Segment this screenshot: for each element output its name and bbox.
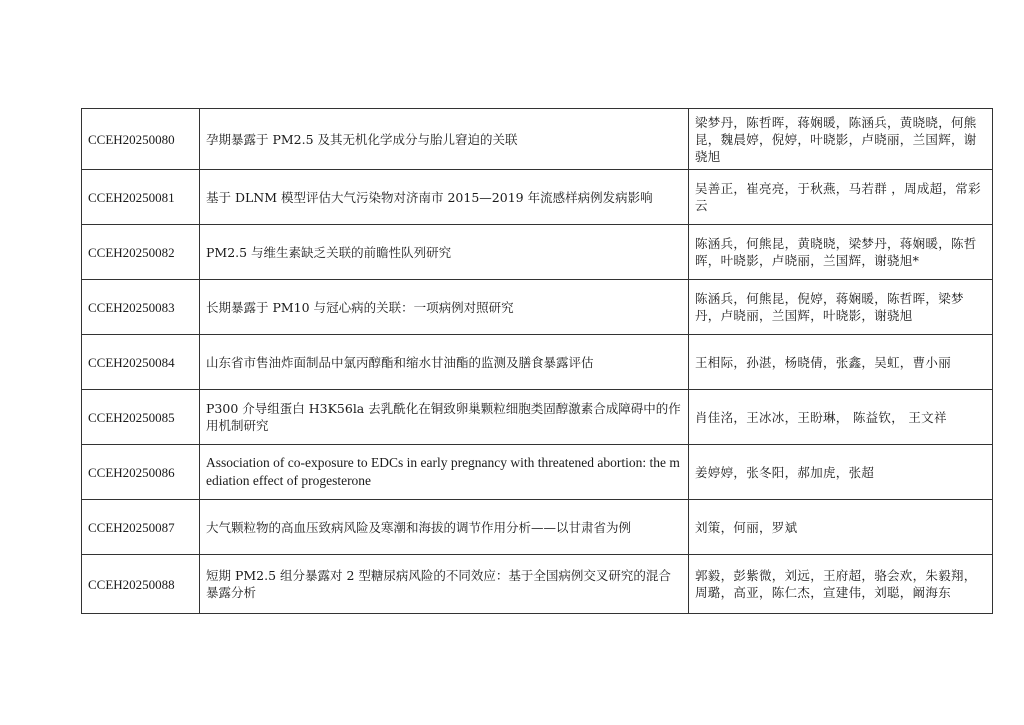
abstract-code: CCEH20250081: [82, 170, 200, 225]
abstract-title: Association of co-exposure to EDCs in early pregnancy with threatened abortion: the mediation effect of progesterone: [200, 445, 689, 500]
abstract-code: CCEH20250088: [82, 555, 200, 614]
abstract-title: 山东省市售油炸面制品中氯丙醇酯和缩水甘油酯的监测及膳食暴露评估: [200, 335, 689, 390]
table-row: [82, 555, 993, 614]
abstract-title: 长期暴露于 PM10 与冠心病的关联：一项病例对照研究: [200, 280, 689, 335]
abstract-title: PM2.5 与维生素缺乏关联的前瞻性队列研究: [200, 225, 689, 280]
abstract-authors: 姜婷婷，张冬阳，郝加虎，张超: [689, 445, 993, 500]
table-row: [82, 109, 993, 170]
table-row: [82, 500, 993, 555]
abstract-table: [81, 108, 993, 614]
table-row: [82, 280, 993, 335]
abstract-authors: 王相际，孙湛，杨晓倩，张鑫，吴虹，曹小丽: [689, 335, 993, 390]
abstract-code: CCEH20250080: [82, 109, 200, 170]
abstract-code: CCEH20250082: [82, 225, 200, 280]
table-row: [82, 225, 993, 280]
abstract-authors: 肖佳洺，王冰冰，王盼琳， 陈益钦， 王文祥: [689, 390, 993, 445]
abstract-title: 基于 DLNM 模型评估大气污染物对济南市 2015—2019 年流感样病例发病影响: [200, 170, 689, 225]
abstract-authors: 梁梦丹，陈哲晖，蒋娴暖，陈涵兵，黄晓晓，何熊昆，魏晨婷，倪婷，叶晓影，卢晓丽，兰国辉，谢骁旭: [689, 109, 993, 170]
abstract-code: CCEH20250085: [82, 390, 200, 445]
abstract-code: CCEH20250087: [82, 500, 200, 555]
abstract-code: CCEH20250083: [82, 280, 200, 335]
abstract-authors: 陈涵兵，何熊昆，倪婷，蒋娴暖，陈哲晖，梁梦丹，卢晓丽，兰国辉，叶晓影，谢骁旭: [689, 280, 993, 335]
table-row: [82, 335, 993, 390]
abstract-title: 孕期暴露于 PM2.5 及其无机化学成分与胎儿窘迫的关联: [200, 109, 689, 170]
abstract-authors: 陈涵兵，何熊昆，黄晓晓，梁梦丹，蒋娴暖，陈哲晖，叶晓影，卢晓丽，兰国辉，谢骁旭*: [689, 225, 993, 280]
abstract-title: P300 介导组蛋白 H3K56la 去乳酰化在铜致卵巢颗粒细胞类固醇激素合成障碍中的作用机制研究: [200, 390, 689, 445]
table-row: [82, 390, 993, 445]
abstract-title: 大气颗粒物的高血压致病风险及寒潮和海拔的调节作用分析——以甘肃省为例: [200, 500, 689, 555]
abstract-code: CCEH20250086: [82, 445, 200, 500]
abstract-authors: 郭毅，彭紫微，刘远，王府超，骆会欢，朱毅翔，周璐，高亚，陈仁杰，宣建伟，刘聪，阚海东: [689, 555, 993, 614]
table-row: [82, 445, 993, 500]
abstract-authors: 吴善正，崔亮亮，于秋燕，马若群 ，周成超，常彩云: [689, 170, 993, 225]
abstract-authors: 刘策，何丽，罗斌: [689, 500, 993, 555]
abstract-code: CCEH20250084: [82, 335, 200, 390]
abstract-title: 短期 PM2.5 组分暴露对 2 型糖尿病风险的不同效应：基于全国病例交叉研究的混合暴露分析: [200, 555, 689, 614]
table-row: [82, 170, 993, 225]
